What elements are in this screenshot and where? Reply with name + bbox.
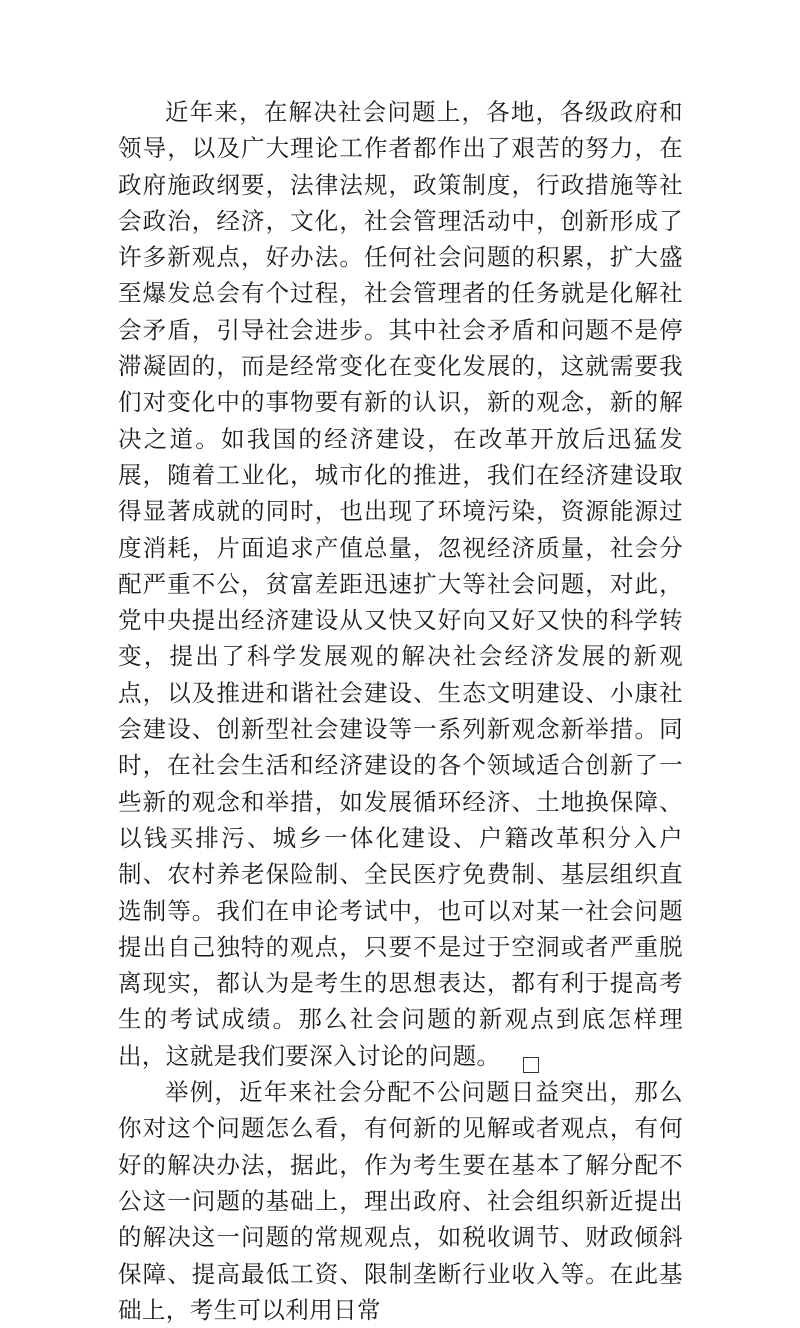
paragraph-1: 近年来，在解决社会问题上，各地，各级政府和领导，以及广大理论工作者都作出了艰苦的努力，在政府施政纲要，法律法规，政策制度，行政措施等社会政治，经济，文化，社会管理活动中，创新形成了许多新观点，好办法。任何社会问题的积累，扩大盛至爆发总会有个过程，社会管理者的任务就是化解社会矛盾，引导社会进步。其中社会矛盾和问题不是停滞凝固的，而是经常变化在变化发展的，这就需要我们对变化中的事物要有新的认识，新的观念，新的解决之道。如我国的经济建设，在改革开放后迅猛发展，随着工业化，城市化的推进，我们在经济建设取得显著成就的同时，也出现了环境污染，资源能源过度消耗，片面追求产值总量，忽视经济质量，社会分配严重不公，贫富差距迅速扩大等社会问题，对此，党中央提出经济建设从又快又好向又好又快的科学转变，提出了科学发展观的解决社会经济发展的新观点，以及推进和谐社会建设、生态文明建设、小康社会建设、创新型社会建设等一系列新观念新举措。同时，在社会生活和经济建设的各个领域适合创新了一些新的观念和举措，如发展循环经济、土地换保障、以钱买排污、城乡一体化建设、户籍改革积分入户制、农村养老保险制、全民医疗免费制、基层组织直选制等。我们在申论考试中，也可以对某一社会问题提出自己独特的观点，只要不是过于空洞或者严重脱离现实，都认为是考生的思想表达，都有利于提高考生的考试成绩。那么社会问题的新观点到底怎样理出，这就是我们要深入讨论的问题。 [118,98,683,1070]
paragraph-2: 举例，近年来社会分配不公问题日益突出，那么你对这个问题怎么看，有何新的见解或者观点，有何好的解决办法，据此，作为考生要在基本了解分配不公这一问题的基础上，理出政府、社会组织新近提出的解决这一问题的常规观点，如税收调节、财政倾斜保障、提高最低工资、限制垄断行业收入等。在此基础上，考生可以利用日常 [118,1078,683,1324]
page-marker-box [523,1057,539,1073]
document-page [118,94,683,1328]
